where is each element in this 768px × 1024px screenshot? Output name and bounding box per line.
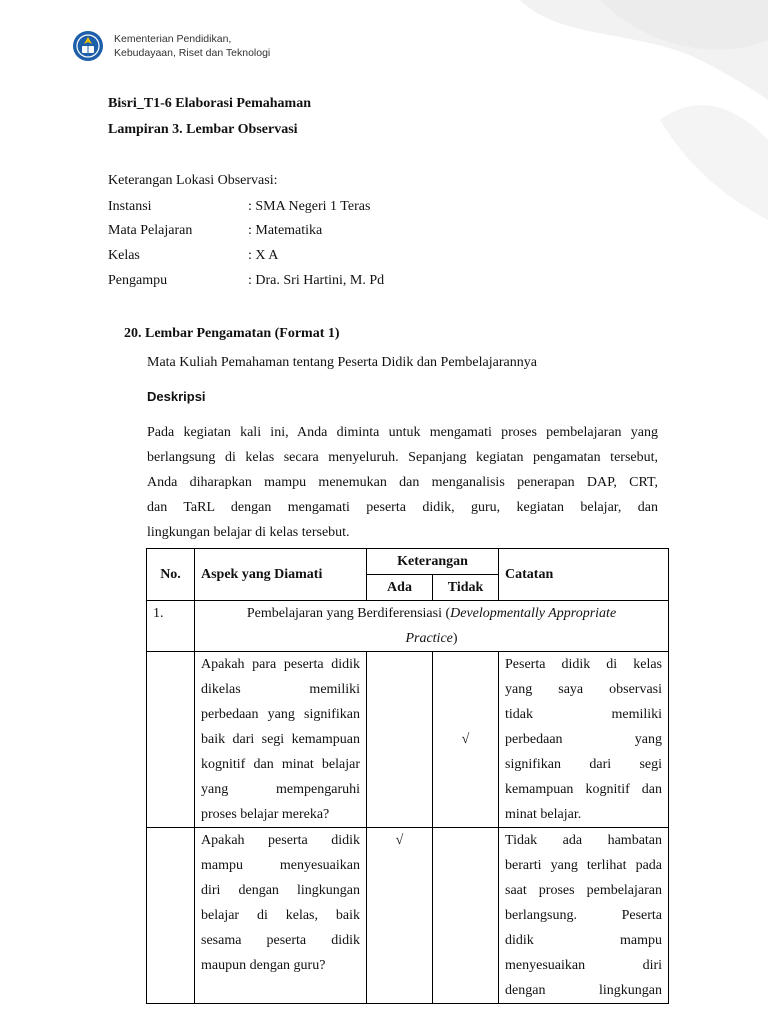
- aspek-line: yang mempengaruhi: [201, 782, 360, 797]
- section-heading-suffix: ): [452, 631, 458, 646]
- catatan-line: signifikan dari segi: [505, 757, 663, 772]
- ministry-name-line2: Kebudayaan, Riset dan Teknologi: [114, 47, 271, 59]
- info-key: Kelas: [108, 248, 140, 263]
- catatan-line: dengan lingkungan: [505, 983, 663, 998]
- catatan-line: Tidak ada hambatan: [505, 833, 663, 848]
- section-heading-italic-2: Practice: [405, 631, 453, 646]
- header-tidak: Tidak: [433, 575, 499, 601]
- aspek-line: kognitif dan minat belajar: [201, 757, 360, 772]
- catatan-line: saat proses pembelajaran: [505, 883, 663, 898]
- description-line: Anda diharapkan mampu menemukan dan menganalisis penerapan DAP, CRT,: [147, 475, 658, 490]
- location-heading: Keterangan Lokasi Observasi:: [108, 173, 278, 188]
- aspek-line: proses belajar mereka?: [201, 807, 330, 822]
- info-key: Mata Pelajaran: [108, 223, 193, 238]
- description-paragraph: [147, 420, 658, 545]
- section-heading-prefix: Pembelajaran yang Berdiferensiasi (: [246, 606, 451, 621]
- aspek-line: Apakah para peserta didik: [201, 657, 360, 672]
- tut-wuri-handayani-emblem-icon: [72, 30, 104, 62]
- aspek-cell: [195, 828, 367, 1004]
- aspek-line: Apakah peserta didik: [201, 833, 360, 848]
- ada-cell: [367, 652, 433, 828]
- tidak-cell: √: [433, 652, 499, 828]
- catatan-line: tidak memiliki: [505, 707, 663, 722]
- header-no: No.: [147, 549, 195, 601]
- aspek-line: belajar di kelas, baik: [201, 908, 360, 923]
- info-row-mata-pelajaran: [108, 223, 322, 239]
- info-row-kelas: [108, 248, 278, 264]
- info-row-instansi: [108, 199, 370, 215]
- description-line: dan TaRL dengan mengamati peserta didik, guru, kegiatan belajar, dan: [147, 500, 658, 515]
- section-number: 1.: [147, 601, 195, 652]
- table-row: [147, 828, 669, 1004]
- info-row-pengampu: [108, 273, 384, 289]
- section-heading-italic-1: Developmentally Appropriate: [450, 606, 617, 621]
- section-title: 20. Lembar Pengamatan (Format 1): [124, 326, 340, 341]
- document-subtitle: Lampiran 3. Lembar Observasi: [108, 122, 298, 137]
- header-aspek: Aspek yang Diamati: [195, 549, 367, 601]
- catatan-line: Peserta didik di kelas: [505, 657, 663, 672]
- row-number: [147, 828, 195, 1004]
- ada-cell: √: [367, 828, 433, 1004]
- catatan-line: berarti yang terlihat pada: [505, 858, 663, 873]
- ministry-name: [114, 32, 270, 60]
- description-line: berlangsung di kelas secara menyeluruh. Sepanjang kegiatan pengamatan tersebut,: [147, 450, 658, 465]
- catatan-line: perbedaan yang: [505, 732, 663, 747]
- catatan-cell: [499, 652, 669, 828]
- table-header-row: [147, 549, 669, 575]
- section-heading: [195, 601, 669, 652]
- ministry-logo: [72, 30, 270, 62]
- header-keterangan: Keterangan: [367, 549, 499, 575]
- catatan-line: yang saya observasi: [505, 682, 663, 697]
- table-row: [147, 652, 669, 828]
- info-key: Instansi: [108, 199, 152, 214]
- info-key: Pengampu: [108, 273, 168, 288]
- description-line: lingkungan belajar di kelas tersebut.: [147, 525, 350, 540]
- observation-table: [146, 548, 669, 1004]
- aspek-line: mampu menyesuaikan: [201, 858, 360, 873]
- aspek-line: diri dengan lingkungan: [201, 883, 360, 898]
- aspek-line: maupun dengan guru?: [201, 958, 326, 973]
- info-value: : Dra. Sri Hartini, M. Pd: [248, 273, 385, 288]
- info-value: : X A: [248, 248, 279, 263]
- catatan-cell: [499, 828, 669, 1004]
- row-number: [147, 652, 195, 828]
- ministry-name-line1: Kementerian Pendidikan,: [114, 33, 232, 45]
- course-name: Mata Kuliah Pemahaman tentang Peserta Didik dan Pembelajarannya: [147, 355, 537, 370]
- info-value: : SMA Negeri 1 Teras: [248, 199, 371, 214]
- header-ada: Ada: [367, 575, 433, 601]
- info-value: : Matematika: [248, 223, 323, 238]
- aspek-line: perbedaan yang signifikan: [201, 707, 360, 722]
- aspek-line: dikelas memiliki: [201, 682, 360, 697]
- catatan-line: didik mampu: [505, 933, 663, 948]
- document-title: Bisri_T1-6 Elaborasi Pemahaman: [108, 96, 312, 111]
- table-section-row: [147, 601, 669, 652]
- aspek-line: baik dari segi kemampuan: [201, 732, 360, 747]
- aspek-cell: [195, 652, 367, 828]
- catatan-line: kemampuan kognitif dan: [505, 782, 663, 797]
- aspek-line: sesama peserta didik: [201, 933, 360, 948]
- description-line: Pada kegiatan kali ini, Anda diminta untuk mengamati proses pembelajaran yang: [147, 425, 658, 440]
- catatan-line: minat belajar.: [505, 807, 582, 822]
- tidak-cell: [433, 828, 499, 1004]
- catatan-line: menyesuaikan diri: [505, 958, 663, 973]
- catatan-line: berlangsung. Peserta: [505, 908, 663, 923]
- description-heading: Deskripsi: [147, 389, 206, 404]
- header-catatan: Catatan: [499, 549, 669, 601]
